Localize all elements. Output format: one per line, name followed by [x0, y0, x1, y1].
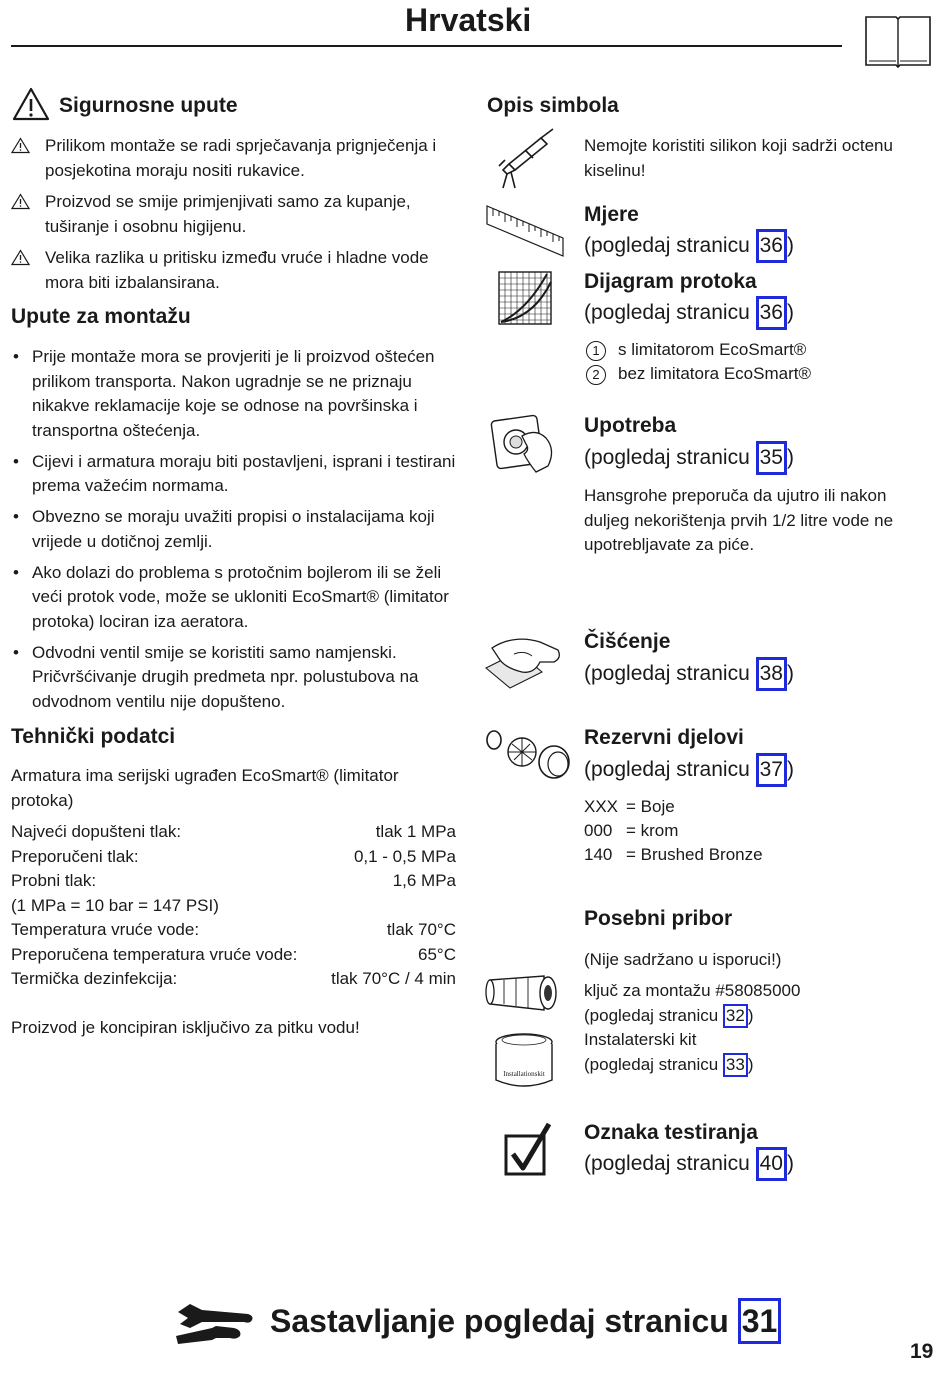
page-link[interactable]: 36: [756, 229, 787, 263]
silicone-gun-icon: [495, 126, 557, 192]
spec-row: Probni tlak: 1,6 MPa: [11, 871, 456, 890]
kit-label: Installationskit: [503, 1070, 545, 1078]
color-row: XXX = Boje: [584, 797, 675, 816]
spec-row: Preporučena temperatura vruće vode: 65°C: [11, 944, 456, 964]
flow-diagram-icon: [497, 270, 553, 326]
page-link[interactable]: 31: [738, 1298, 782, 1344]
hand-turning-knob-icon: [490, 410, 562, 474]
list-item: • Cijevi i armatura moraju biti postavljeni, isprani i testirani prema važećim normama.: [13, 451, 456, 495]
symbols-heading: Opis simbola: [487, 94, 619, 117]
usage-title: Upotreba: [584, 414, 677, 437]
list-item: • Obvezno se moraju uvažiti propisi o instalacijama koji vrijede u dotičnoj zemlji.: [13, 507, 435, 551]
safety-item-text: Proizvod se smije primjenjivati samo za kupanje, tuširanje i osobnu higijenu.: [45, 192, 411, 236]
usage-ref: (pogledaj stranicu 35 ): [584, 441, 794, 475]
spec-row: Preporučeni tlak: 0,1 - 0,5 MPa: [11, 846, 456, 866]
hand-cleaning-icon: [484, 628, 564, 690]
warning-icon: [11, 86, 51, 122]
installation-kit-icon: [492, 1030, 556, 1092]
accessory-key-ref: (pogledaj stranicu 32 ): [584, 1004, 754, 1029]
page-link[interactable]: 40: [756, 1147, 787, 1181]
color-row: 140 = Brushed Bronze: [584, 845, 763, 864]
safety-item: [11, 190, 461, 239]
technical-intro: Armatura ima serijski ugrađen EcoSmart® (limitator protoka): [11, 766, 399, 810]
color-row: 000 = krom: [584, 821, 679, 840]
page-link[interactable]: 32: [723, 1004, 748, 1028]
accessories-note: (Nije sadržano u isporuci!): [584, 950, 782, 969]
spare-parts-icon: [484, 724, 574, 786]
safety-item-text: Prilikom montaže se radi sprječavanja prignječenja i posjekotina moraju nositi rukavice.: [45, 136, 437, 180]
cleaning-title: Čišćenje: [584, 630, 671, 653]
safety-heading: Sigurnosne upute: [59, 94, 238, 117]
spec-row: Termička dezinfekcija: tlak 70°C / 4 min: [11, 969, 456, 988]
number-2-icon: 2: [586, 365, 606, 385]
spare-ref: (pogledaj stranicu 37 ): [584, 753, 794, 787]
page-link[interactable]: 36: [756, 296, 787, 330]
flow-option: 2 bez limitatora EcoSmart®: [586, 362, 811, 387]
flow-option: 1 s limitatorom EcoSmart®: [586, 338, 806, 363]
mounting-heading: Upute za montažu: [11, 305, 191, 328]
accessory-kit-ref: (pogledaj stranicu 33 ): [584, 1053, 754, 1078]
assembly-ref: Sastavljanje pogledaj stranicu 31: [270, 1298, 781, 1344]
ruler-icon: [485, 202, 565, 262]
page-link[interactable]: 35: [756, 441, 787, 475]
page-title: Hrvatski: [405, 2, 532, 38]
tools-icon: [172, 1300, 256, 1348]
accessory-key: ključ za montažu #58085000: [584, 981, 801, 1000]
mounting-list: [11, 345, 466, 721]
safety-item: [11, 246, 461, 295]
spec-row: Najveći dopušteni tlak: tlak 1 MPa: [11, 822, 456, 841]
page-link[interactable]: 37: [756, 753, 787, 787]
technical-heading: Tehnički podatci: [11, 725, 176, 748]
accessories-title: Posebni pribor: [584, 907, 733, 930]
list-item: • Ako dolazi do problema s protočnim bojlerom ili se želi veći protok vode, može se ukloniti EcoSmart® (limitator protoka) lociran iza aeratora.: [13, 562, 449, 631]
flow-title: Dijagram protoka: [584, 270, 757, 293]
accessory-kit: Instalaterski kit: [584, 1030, 697, 1049]
checkbox-check-icon: [503, 1122, 553, 1178]
book-icon: [864, 13, 932, 69]
mounting-key-icon: [484, 970, 568, 1020]
warning-icon: [11, 137, 30, 154]
spare-title: Rezervni djelovi: [584, 726, 744, 749]
safety-item-text: Velika razlika u pritisku između vruće i hladne vode mora biti izbalansirana.: [45, 248, 429, 292]
number-1-icon: 1: [586, 341, 606, 361]
mjere-title: Mjere: [584, 203, 639, 226]
mjere-ref: (pogledaj stranicu 36 ): [584, 229, 794, 263]
safety-item: [11, 134, 461, 183]
technical-note: Proizvod je koncipiran isključivo za pitku vodu!: [11, 1018, 360, 1037]
usage-text: Hansgrohe preporuča da ujutro ili nakon duljeg nekorištenja prvih 1/2 litre vode ne upotrebljavate za piće.: [584, 486, 894, 554]
cleaning-ref: (pogledaj stranicu 38 ): [584, 657, 794, 691]
list-item: • Odvodni ventil smije se koristiti samo namjenski. Pričvršćivanje drugih predmeta npr. polustubova na odvodnom ventilu nije dopušteno.: [13, 642, 419, 711]
spec-row: Temperatura vruće vode: tlak 70°C: [11, 920, 456, 939]
header-rule: [11, 45, 842, 47]
warning-icon: [11, 193, 30, 210]
page-number: 19: [910, 1340, 934, 1363]
spec-row: (1 MPa = 10 bar = 147 PSI): [11, 895, 219, 915]
list-item: • Prije montaže mora se provjeriti je li proizvod oštećen prilikom transporta. Nakon ugradnje se ne priznaju nikakve reklamacije koje se odnose na površinska i transportna oštećenja.: [13, 347, 435, 440]
warning-icon: [11, 249, 30, 266]
page-link[interactable]: 38: [756, 657, 787, 691]
flow-ref: (pogledaj stranicu 36 ): [584, 296, 794, 330]
page-link[interactable]: 33: [723, 1053, 748, 1077]
silicone-text: Nemojte koristiti silikon koji sadrži octenu kiselinu!: [584, 136, 893, 180]
test-ref: (pogledaj stranicu 40 ): [584, 1147, 794, 1181]
test-title: Oznaka testiranja: [584, 1121, 758, 1144]
